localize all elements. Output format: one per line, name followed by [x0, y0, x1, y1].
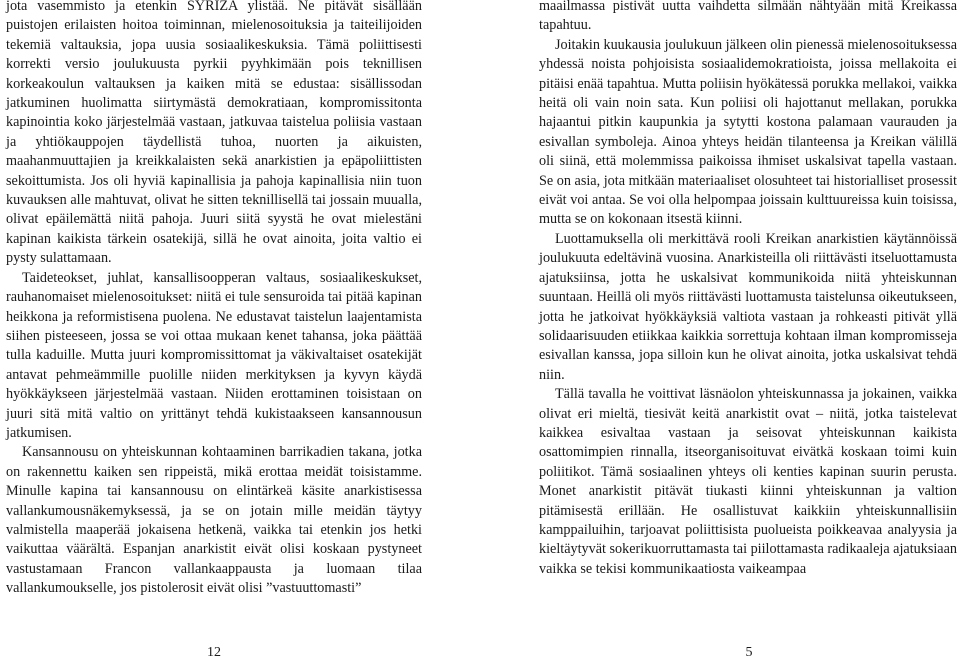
- right-page-number: 5: [745, 645, 753, 660]
- left-paragraph-2: Taideteokset, juhlat, kansallisoopperan valtaus, sosiaalikeskukset, rauhanomaiset mielenosoitukset: niitä ei tule sensuroida tai pitää kapinan heikkona ja reformistisena puolena. Ne edustavat taistelun laajentamista siihen pisteeseen, jossa se voi ottaa mukaan kenet tahansa, joka päättää tulla kaduille. Mutta juuri kompromissittomat ja väkivaltaiset osatekijät antavat pehmeämmille puolille niiden merkityksen ja kyvyn käydä hyökkäykseen järjestelmää vastaan. Niiden erottaminen toisistaan on juuri sitä mitä valtio on yrittänyt tehdä kukistaakseen kansannousun jatkumisen.: [6, 269, 422, 441]
- right-text-column: [539, 0, 957, 579]
- right-paragraph-1: maailmassa pistivät uutta vaihdetta silmään nähtyään mitä Kreikassa tapahtuu.: [539, 0, 957, 34]
- left-text-column: [6, 0, 422, 599]
- left-paragraph-1: jota vasemmisto ja etenkin SYRIZA ylistää. Ne pitävät sisällään puistojen erilaisten hoitoa toiminnan, mielenosoituksia ja taiteilijoiden tekemiä valtauksia, jopa uusia sosiaalikeskuksia. Tämä poliittisesti korrekti versio joulukuusta pyrkii pyyhkimään pois teknillisen korkeakoulun valtauksen ja kaiken mitä se edustaa: sisällissodan jatkuminen huolimatta siirtymästä demokratiaan, kompromissitonta kapinointia koko järjestelmää vastaan, jatkuvaa taistelua poliisia vastaan ja yhtiökauppojen täydellistä tuhoa, nuorten ja aikuisten, maahanmuuttajien ja kreikkalaisten sekä anarkistien ja epäpoliittisten sekoittumista. Jos oli hyviä kapinallisia ja pahoja kapinallisia niin tuon kuvauksen alle mahtuvat, olivat he sitten teknillisellä tai jossain muualla, olivat epäilemättä niitä pahoja. Juuri siitä syystä he ovat mielestäni kapinan kaikista tärkein osatekijä, sillä he ovat ainoita, joita valtio ei pysty sulattamaan.: [6, 0, 422, 267]
- left-paragraph-3: Kansannousu on yhteiskunnan kohtaaminen barrikadien takana, jotka on rakennettu kaiken sen rippeistä, mikä erottaa meidät toisistamme. Minulle kapina tai kansannousu on elintärkeä käsite anarkistisessa vallankumousnäkemyksessä, ja se on jotain mille meidän täytyy valmistella maaperää jokaisena hetkenä, vaikka tai etenkin jos hetki vaikuttaa väärältä. Espanjan anarkistit eivät olisi koskaan pystyneet vastustamaan Francon vallankaappausta ja luomaan tilaa vallankumoukselle, jos pistolerosit eivät olisi ”vastuuttomasti”: [6, 444, 422, 597]
- right-paragraph-2: Joitakin kuukausia joulukuun jälkeen olin pienessä mielenosoituksessa yhdessä noista pohjoisista sosiaalidemokratioista, joissa mellakoita ei pitäisi enää tapahtua. Mutta poliisin hyökätessä porukka mellakoi, vaikka heitä oli vain noin sata. Kun poliisi oli hajottanut mellakan, porukka hajaantui pitkin kaupunkia ja sytytti kostona palamaan vaurauden ja esivallan symboleja. Ainoa yhteys heidän tilanteensa ja Kreikan välillä oli siinä, että molemmissa paikoissa ihmiset uskalsivat tapella vastaan. Se on asia, jota mitkään materiaaliset olosuhteet tai historialliset prosessit eivät voi antaa. Se voi olla helpompaa joissain kulttuureissa kuin toisissa, mutta se on kokonaan itsestä kiinni.: [539, 36, 957, 228]
- right-paragraph-3: Luottamuksella oli merkittävä rooli Kreikan anarkistien käytännöissä joulukuuta edeltävinä vuosina. Anarkisteilla oli riittävästi itseluottamusta ajatuksiinsa, jotta he uskalsivat kommunikoida niitä yhteiskunnan suuntaan. Heillä oli myös riittävästi luottamusta taistelunsa oikeutukseen, jotta he jatkoivat hyökkäyksiä valtiota vastaan ja rohkeasti pitivät yllä solidaarisuuden etiikkaa kaikkia sorrettuja kohtaan ilman kompromisseja esivallan kanssa, jopa silloin kun he olivat ainoita, jotka uskalsivat tehdä niin.: [539, 230, 957, 383]
- left-page-number: 12: [207, 645, 221, 660]
- right-paragraph-4: Tällä tavalla he voittivat läsnäolon yhteiskunnassa ja jokainen, vaikka olivat eri mieltä, tiesivät keitä anarkistit ovat – niitä, jotka taistelevat kaikkea esivaltaa vastaan ja seisovat yhteiskunnan kaikista osattomimpien rinnalla, itseorganisoituvat eivätkä koskaan toimi kuin poliitikot. Tämä sosiaalinen yhteys oli kenties kapinan suurin perusta. Monet anarkistit pitävät tiukasti kiinni yhteiskunnan ja valtion pitämisestä erillään. He osallistuvat kaikkiin yhteiskunnallisiin kamppailuihin, tarjoavat poliittisista puolueista poikkeavaa analyysia ja kieltäytyvät sokerikuorruttamasta tai piilottamasta radikaaleja ajatuksiaan vaikka se tekisi kommunikaatiosta vaikeampaa: [539, 386, 957, 577]
